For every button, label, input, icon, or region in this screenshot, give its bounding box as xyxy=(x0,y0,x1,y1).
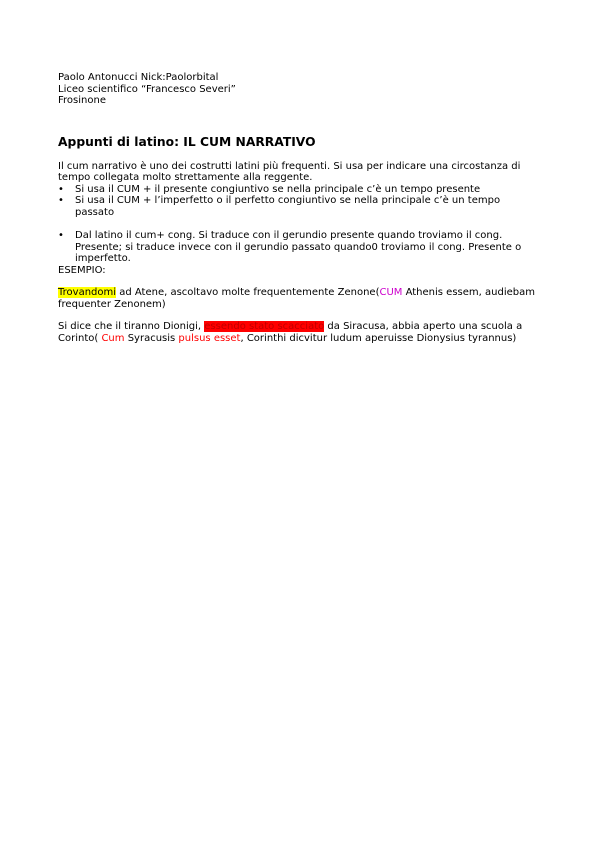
author-line: Paolo Antonucci Nick:Paolorbital xyxy=(58,72,219,83)
example-1: Trovandomi ad Atene, ascoltavo molte frequentemente Zenone(CUM Athenis essem, audiebam frequenter Zenonem) xyxy=(58,287,535,310)
document-title: Appunti di latino: IL CUM NARRATIVO xyxy=(58,134,316,149)
example-label: ESEMPIO: xyxy=(58,264,106,276)
list-item: • Dal latino il cum+ cong. Si traduce con il gerundio presente quando troviamo il cong. Presente; si traduce invece con il gerundio passato quando0 troviamo il cong. Presente o imperfetto. xyxy=(58,230,522,264)
bullet-icon: • xyxy=(58,183,64,195)
intro-line: Il cum narrativo è uno dei costrutti latini più frequenti. Si usa per indicare una circostanza di xyxy=(58,160,521,172)
translation-list xyxy=(58,230,538,265)
intro-paragraph xyxy=(58,161,538,184)
list-item: • Si usa il CUM + il presente congiuntivo se nella principale c’è un tempo presente xyxy=(58,183,481,195)
rules-list xyxy=(58,184,538,219)
example-2: Si dice che il tiranno Dionigi, essendo stato scacciato da Siracusa, abbia aperto una scuola a Corinto( Cum Syracusis pulsus esset, Corinthi dicvitur ludum aperuisse Dionysius tyrannus) xyxy=(58,321,523,344)
pulsus-esset: pulsus esset xyxy=(178,332,241,344)
school-line: Liceo scientifico “Francesco Severi” xyxy=(58,83,236,95)
cum-word: CUM xyxy=(379,287,403,298)
highlight-trovandomi: Trovandomi xyxy=(58,287,117,298)
bullet-icon: • xyxy=(58,195,64,206)
highlight-essendo: essendo stato scacciato xyxy=(204,321,325,332)
bullet-icon: • xyxy=(58,230,64,241)
list-item: • Si usa il CUM + l’imperfetto o il perfetto congiuntivo se nella principale c’è un tempo passato xyxy=(58,195,501,218)
cum-word: Cum xyxy=(101,332,125,344)
city-line: Frosinone xyxy=(58,95,106,106)
intro-line: tempo collegata molto strettamente alla reggente. xyxy=(58,172,313,183)
document-page xyxy=(58,72,538,344)
author-header xyxy=(58,72,538,107)
